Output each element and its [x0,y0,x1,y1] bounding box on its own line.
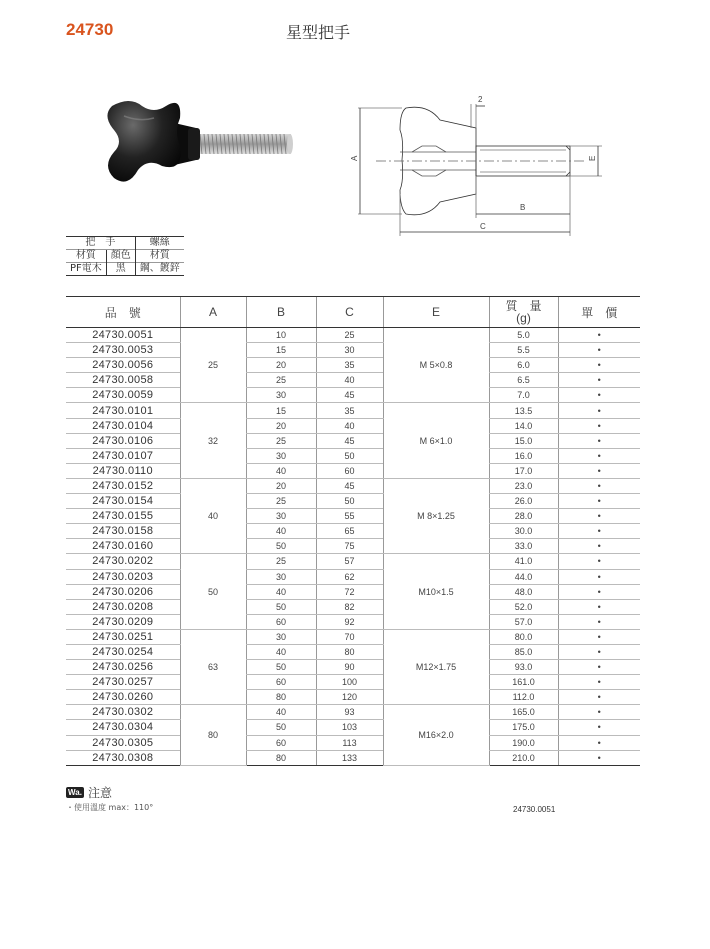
weight-cell: 13.5 [489,403,558,418]
e-cell: M12×1.75 [383,629,489,704]
part-number-cell: 24730.0256 [66,660,180,675]
b-cell: 15 [246,343,316,358]
b-cell: 30 [246,509,316,524]
b-cell: 25 [246,373,316,388]
part-number-cell: 24730.0260 [66,690,180,705]
e-cell: M 8×1.25 [383,478,489,553]
table-row [66,418,640,433]
note-text: ・使用溫度 max：110° [66,803,154,812]
price-cell: • [558,735,640,750]
b-cell: 30 [246,448,316,463]
b-cell: 20 [246,478,316,493]
table-row [66,524,640,539]
a-cell: 63 [180,629,246,704]
table-row [66,660,640,675]
table-row [66,463,640,478]
header-b: B [246,297,316,328]
e-cell: M 6×1.0 [383,403,489,478]
part-number-cell: 24730.0152 [66,478,180,493]
e-cell: M16×2.0 [383,705,489,765]
weight-cell: 85.0 [489,644,558,659]
dimension-drawing [340,90,610,240]
b-cell: 40 [246,705,316,720]
c-cell: 100 [316,675,383,690]
price-cell: • [558,358,640,373]
weight-cell: 5.0 [489,328,558,343]
price-cell: • [558,705,640,720]
table-row [66,433,640,448]
price-cell: • [558,418,640,433]
part-number-cell: 24730.0304 [66,720,180,735]
c-cell: 82 [316,599,383,614]
header-a: A [180,297,246,328]
c-cell: 40 [316,373,383,388]
a-cell: 50 [180,554,246,629]
c-cell: 92 [316,614,383,629]
part-number-cell: 24730.0160 [66,539,180,554]
part-number-cell: 24730.0056 [66,358,180,373]
b-cell: 80 [246,750,316,765]
b-cell: 25 [246,554,316,569]
table-row [66,373,640,388]
weight-cell: 26.0 [489,494,558,509]
weight-cell: 17.0 [489,463,558,478]
a-cell: 32 [180,403,246,478]
handle-header: 把 手 [66,237,135,250]
weight-cell: 28.0 [489,509,558,524]
material-label: 材質 [66,250,106,263]
price-cell: • [558,388,640,403]
part-number-cell: 24730.0206 [66,584,180,599]
c-cell: 57 [316,554,383,569]
c-cell: 62 [316,569,383,584]
b-cell: 10 [246,328,316,343]
table-row [66,478,640,493]
weight-cell: 16.0 [489,448,558,463]
b-cell: 25 [246,494,316,509]
part-number-cell: 24730.0053 [66,343,180,358]
table-row [66,614,640,629]
weight-cell: 44.0 [489,569,558,584]
part-number-cell: 24730.0107 [66,448,180,463]
weight-cell: 14.0 [489,418,558,433]
dim-b-label: B [520,203,526,212]
part-number-cell: 24730.0308 [66,750,180,765]
part-number-cell: 24730.0101 [66,403,180,418]
b-cell: 50 [246,539,316,554]
price-cell: • [558,584,640,599]
price-cell: • [558,644,640,659]
c-cell: 55 [316,509,383,524]
handle-color: 黑 [106,263,135,276]
b-cell: 40 [246,644,316,659]
price-cell: • [558,629,640,644]
handle-material: PF電木 [66,263,106,276]
dim-e-label: E [588,155,597,161]
part-number-cell: 24730.0154 [66,494,180,509]
table-row [66,720,640,735]
e-cell: M 5×0.8 [383,328,489,403]
price-cell: • [558,539,640,554]
header-c: C [316,297,383,328]
table-row [66,448,640,463]
screw-material-label: 材質 [135,250,184,263]
table-row [66,750,640,765]
dim-c-label: C [480,222,486,231]
c-cell: 35 [316,403,383,418]
table-row [66,358,640,373]
c-cell: 133 [316,750,383,765]
table-row [66,675,640,690]
b-cell: 25 [246,433,316,448]
part-number-cell: 24730.0058 [66,373,180,388]
table-row [66,735,640,750]
price-cell: • [558,524,640,539]
spec-body [66,328,640,766]
screw-header: 螺絲 [135,237,184,250]
price-cell: • [558,433,640,448]
c-cell: 45 [316,433,383,448]
b-cell: 50 [246,660,316,675]
c-cell: 35 [316,358,383,373]
price-cell: • [558,509,640,524]
c-cell: 80 [316,644,383,659]
c-cell: 45 [316,478,383,493]
weight-cell: 7.0 [489,388,558,403]
price-cell: • [558,448,640,463]
price-cell: • [558,614,640,629]
part-number-cell: 24730.0110 [66,463,180,478]
weight-cell: 93.0 [489,660,558,675]
weight-cell: 175.0 [489,720,558,735]
b-cell: 20 [246,358,316,373]
weight-unit: (g) [516,311,531,325]
c-cell: 50 [316,448,383,463]
part-number-cell: 24730.0203 [66,569,180,584]
weight-cell: 6.0 [489,358,558,373]
a-cell: 40 [180,478,246,553]
b-cell: 50 [246,720,316,735]
b-cell: 60 [246,675,316,690]
table-row [66,388,640,403]
c-cell: 103 [316,720,383,735]
header-weight [489,297,558,328]
part-number-cell: 24730.0209 [66,614,180,629]
b-cell: 30 [246,629,316,644]
color-label: 顏色 [106,250,135,263]
price-cell: • [558,494,640,509]
warning-badge: Wa. [68,788,82,797]
c-cell: 65 [316,524,383,539]
weight-cell: 210.0 [489,750,558,765]
table-row [66,629,640,644]
part-number-cell: 24730.0305 [66,735,180,750]
part-number-cell: 24730.0104 [66,418,180,433]
price-cell: • [558,463,640,478]
product-title: 星型把手 [286,23,351,42]
price-cell: • [558,750,640,765]
price-cell: • [558,599,640,614]
price-cell: • [558,675,640,690]
weight-cell: 190.0 [489,735,558,750]
part-number-cell: 24730.0302 [66,705,180,720]
b-cell: 60 [246,614,316,629]
spec-table [66,296,640,766]
photo-caption: 24730.0051 [513,805,556,814]
part-number-cell: 24730.0155 [66,509,180,524]
part-number-cell: 24730.0254 [66,644,180,659]
c-cell: 50 [316,494,383,509]
header-e: E [383,297,489,328]
weight-cell: 48.0 [489,584,558,599]
table-row [66,343,640,358]
b-cell: 40 [246,584,316,599]
materials-table [66,236,184,276]
part-number-cell: 24730.0257 [66,675,180,690]
table-row [66,584,640,599]
price-cell: • [558,373,640,388]
weight-cell: 6.5 [489,373,558,388]
price-cell: • [558,569,640,584]
table-row [66,403,640,418]
a-cell: 25 [180,328,246,403]
weight-title: 質 量 [505,299,542,313]
part-number-cell: 24730.0106 [66,433,180,448]
weight-cell: 30.0 [489,524,558,539]
table-row [66,554,640,569]
b-cell: 50 [246,599,316,614]
c-cell: 40 [316,418,383,433]
table-row [66,599,640,614]
price-cell: • [558,403,640,418]
b-cell: 60 [246,735,316,750]
price-cell: • [558,328,640,343]
b-cell: 30 [246,388,316,403]
part-number-cell: 24730.0208 [66,599,180,614]
weight-cell: 57.0 [489,614,558,629]
product-code: 24730 [66,20,114,39]
weight-cell: 80.0 [489,629,558,644]
c-cell: 72 [316,584,383,599]
b-cell: 40 [246,524,316,539]
part-number-cell: 24730.0251 [66,629,180,644]
table-row [66,705,640,720]
weight-cell: 41.0 [489,554,558,569]
b-cell: 40 [246,463,316,478]
weight-cell: 5.5 [489,343,558,358]
e-cell: M10×1.5 [383,554,489,629]
header-price: 單 價 [558,297,640,328]
table-row [66,509,640,524]
b-cell: 15 [246,403,316,418]
c-cell: 25 [316,328,383,343]
part-number-cell: 24730.0202 [66,554,180,569]
table-row [66,494,640,509]
table-row [66,690,640,705]
price-cell: • [558,720,640,735]
weight-cell: 15.0 [489,433,558,448]
c-cell: 120 [316,690,383,705]
price-cell: • [558,660,640,675]
dim-a-label: A [350,155,359,161]
screw-material: 鋼、鍍鋅 [135,263,184,276]
c-cell: 45 [316,388,383,403]
c-cell: 60 [316,463,383,478]
weight-cell: 112.0 [489,690,558,705]
b-cell: 30 [246,569,316,584]
weight-cell: 161.0 [489,675,558,690]
c-cell: 90 [316,660,383,675]
c-cell: 75 [316,539,383,554]
part-number-cell: 24730.0051 [66,328,180,343]
price-cell: • [558,690,640,705]
c-cell: 70 [316,629,383,644]
b-cell: 20 [246,418,316,433]
weight-cell: 33.0 [489,539,558,554]
note-title: 注意 [88,786,113,800]
weight-cell: 52.0 [489,599,558,614]
table-row [66,328,640,343]
c-cell: 30 [316,343,383,358]
a-cell: 80 [180,705,246,765]
weight-cell: 23.0 [489,478,558,493]
weight-cell: 165.0 [489,705,558,720]
table-row [66,539,640,554]
c-cell: 93 [316,705,383,720]
header-part-number: 品 號 [66,297,180,328]
price-cell: • [558,478,640,493]
product-photo [100,92,300,202]
part-number-cell: 24730.0059 [66,388,180,403]
dim-2-label: 2 [478,95,483,104]
price-cell: • [558,554,640,569]
b-cell: 80 [246,690,316,705]
table-row [66,644,640,659]
c-cell: 113 [316,735,383,750]
part-number-cell: 24730.0158 [66,524,180,539]
price-cell: • [558,343,640,358]
table-row [66,569,640,584]
